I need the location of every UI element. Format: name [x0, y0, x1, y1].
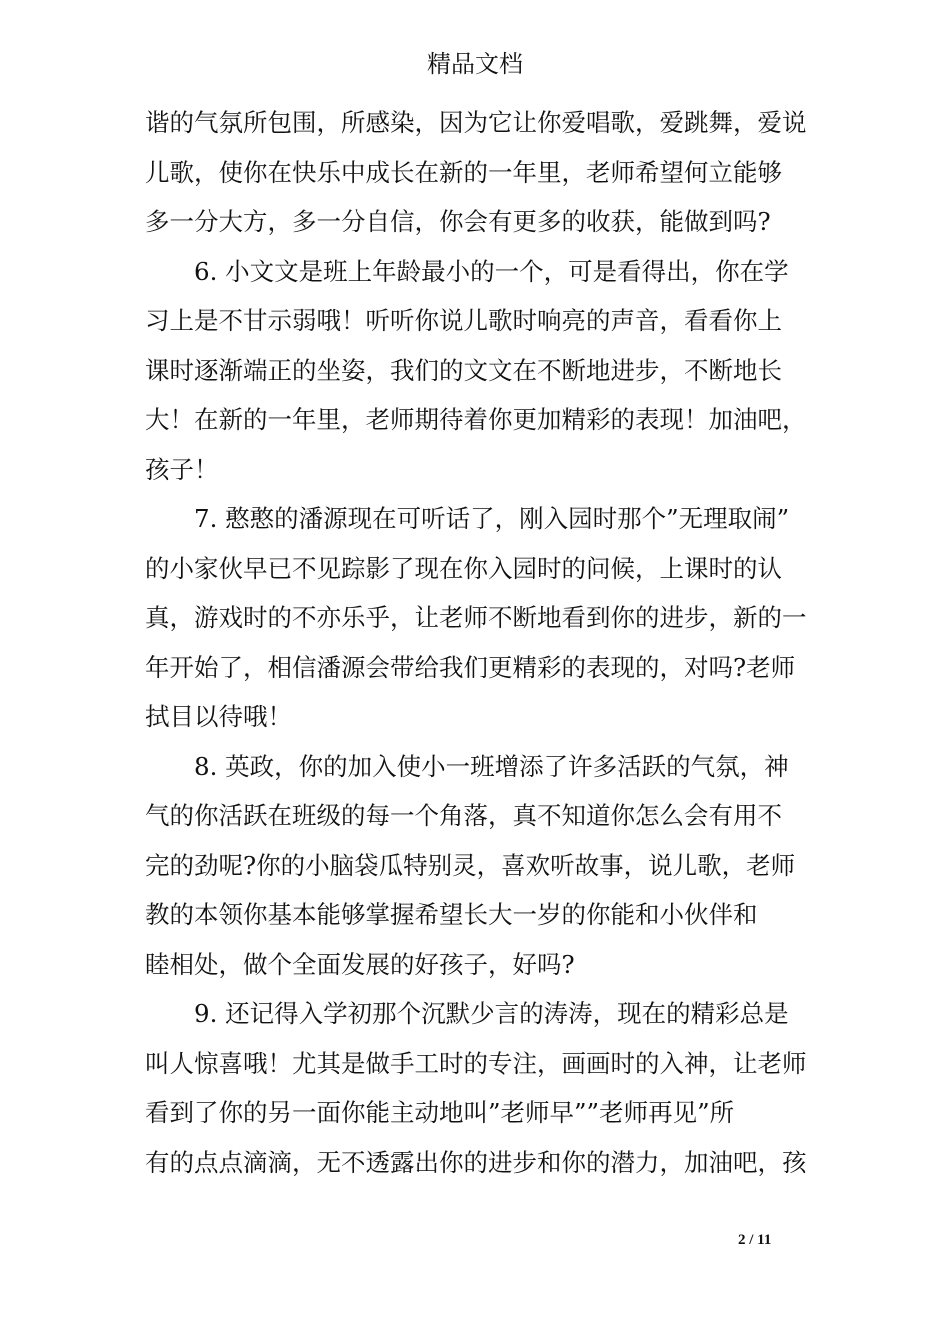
paragraph: [145, 494, 810, 742]
paragraph: [145, 742, 810, 990]
text-line: 拭目以待哦！: [145, 702, 292, 731]
text-line: 9. 还记得入学初那个沉默少言的涛涛，现在的精彩总是: [194, 999, 789, 1028]
text-line: 真，游戏时的不亦乐乎，让老师不断地看到你的进步，新的一: [145, 603, 807, 632]
text-line: 气的你活跃在班级的每一个角落，真不知道你怎么会有用不: [145, 801, 782, 830]
text-line: 谐的气氛所包围，所感染，因为它让你爱唱歌，爱跳舞，爱说: [145, 108, 807, 137]
text-line: 有的点点滴滴，无不透露出你的进步和你的潜力，加油吧，孩: [145, 1147, 807, 1177]
page-number: 2 / 11: [738, 1232, 772, 1248]
text-line: 睦相处，做个全面发展的好孩子，好吗?: [145, 949, 575, 979]
text-line: 完的劲呢?你的小脑袋瓜特别灵，喜欢听故事，说儿歌，老师: [145, 850, 796, 880]
page-header: 精品文档: [427, 50, 523, 78]
document-body: [145, 98, 810, 1187]
text-line: 年开始了，相信潘源会带给我们更精彩的表现的，对吗?老师: [145, 652, 796, 682]
text-line: 6. 小文文是班上年龄最小的一个，可是看得出，你在学: [194, 256, 789, 286]
text-line: 的小家伙早已不见踪影了现在你入园时的问候，上课时的认: [145, 553, 782, 583]
text-line: 教的本领你基本能够掌握希望长大一岁的你能和小伙伴和: [145, 900, 758, 929]
text-line: 7. 憨憨的潘源现在可听话了，刚入园时那个”无理取闹”: [194, 504, 790, 533]
text-line: 8. 英政，你的加入使小一班增添了许多活跃的气氛，神: [194, 751, 789, 781]
text-line: 孩子！: [145, 454, 219, 484]
text-line: 儿歌，使你在快乐中成长在新的一年里，老师希望何立能够: [145, 157, 782, 187]
text-line: 叫人惊喜哦！尤其是做手工时的专注，画画时的入神，让老师: [145, 1048, 807, 1078]
paragraph: [145, 247, 810, 495]
text-line: 课时逐渐端正的坐姿，我们的文文在不断地进步，不断地长: [145, 355, 782, 385]
text-line: 看到了你的另一面你能主动地叫”老师早””老师再见”所: [145, 1098, 735, 1127]
text-line: 多一分大方，多一分自信，你会有更多的收获，能做到吗?: [145, 207, 771, 236]
paragraph: [145, 989, 810, 1187]
text-line: 大！在新的一年里，老师期待着你更加精彩的表现！加油吧，: [145, 405, 807, 434]
paragraph: [145, 98, 810, 247]
text-line: 习上是不甘示弱哦！听听你说儿歌时响亮的声音，看看你上: [145, 306, 782, 335]
